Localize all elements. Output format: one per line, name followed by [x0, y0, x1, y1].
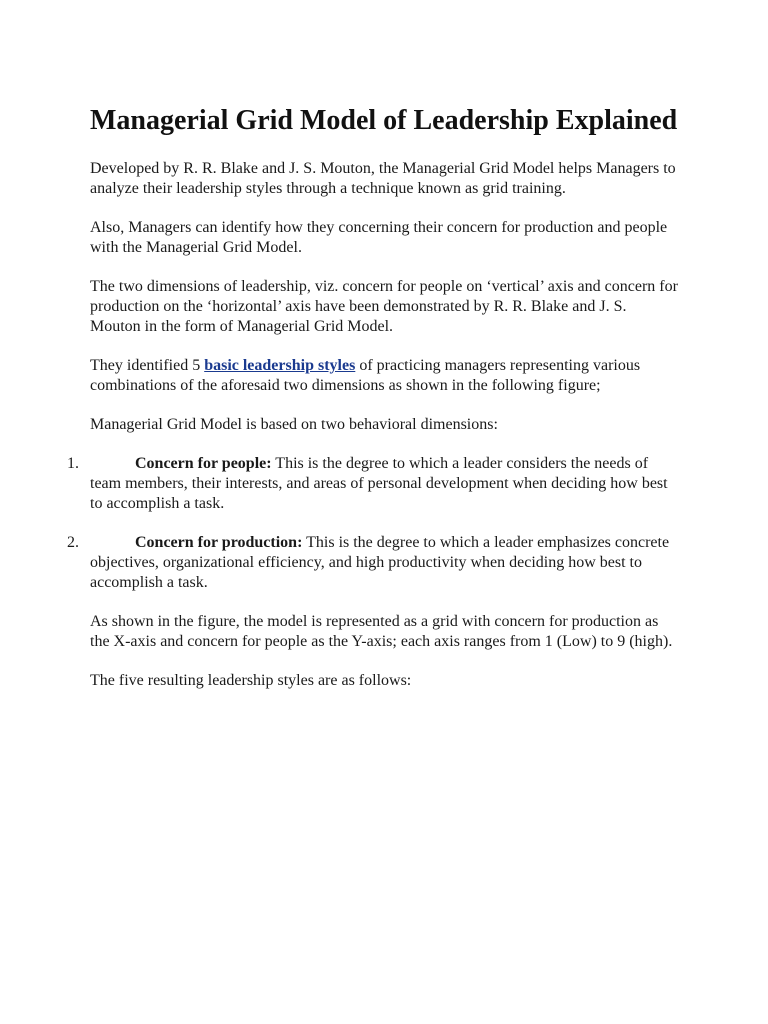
managers-paragraph: Also, Managers can identify how they concerning their concern for production and people with the Managerial Grid Model.: [90, 219, 668, 256]
styles-text-before: They identified 5: [90, 357, 205, 374]
list-item-concern-for-production: [67, 533, 680, 593]
list-item-concern-for-people: [67, 454, 680, 514]
styles-paragraph: [90, 356, 680, 396]
styles-text-after: of practicing managers representing various combinations of the aforesaid two dimensions as shown in the following figure;: [90, 357, 641, 394]
list-number: 2.: [67, 534, 79, 551]
document-body: [67, 102, 680, 710]
intro-paragraph: Developed by R. R. Blake and J. S. Mouton, the Managerial Grid Model helps Managers to analyze their leadership styles through a technique known as grid training.: [90, 160, 676, 197]
list-text: This is the degree to which a leader emphasizes concrete objectives, organizational efficiency, and high productivity when deciding how best to accomplish a task.: [90, 534, 670, 591]
list-term: Concern for people:: [135, 455, 272, 472]
dimensions-intro: Managerial Grid Model is based on two behavioral dimensions:: [90, 416, 498, 433]
list-term: Concern for production:: [135, 534, 303, 551]
axis-paragraph: As shown in the figure, the model is represented as a grid with concern for production as the X-axis and concern for people as the Y-axis; each axis ranges from 1 (Low) to 9 (high).: [90, 613, 673, 650]
closing-paragraph: The five resulting leadership styles are as follows:: [90, 672, 412, 689]
dimensions-paragraph: The two dimensions of leadership, viz. concern for people on ‘vertical’ axis and concern for production on the ‘horizontal’ axis have been demonstrated by R. R. Blake and J. S. Mouton in the form of Managerial Grid Model.: [90, 278, 678, 335]
basic-leadership-styles-link[interactable]: basic leadership styles: [204, 357, 356, 374]
list-number: 1.: [67, 455, 79, 472]
page-title: Managerial Grid Model of Leadership Explained: [90, 105, 678, 136]
list-text: This is the degree to which a leader considers the needs of team members, their interests, and areas of personal development when deciding how best to accomplish a task.: [90, 455, 668, 512]
